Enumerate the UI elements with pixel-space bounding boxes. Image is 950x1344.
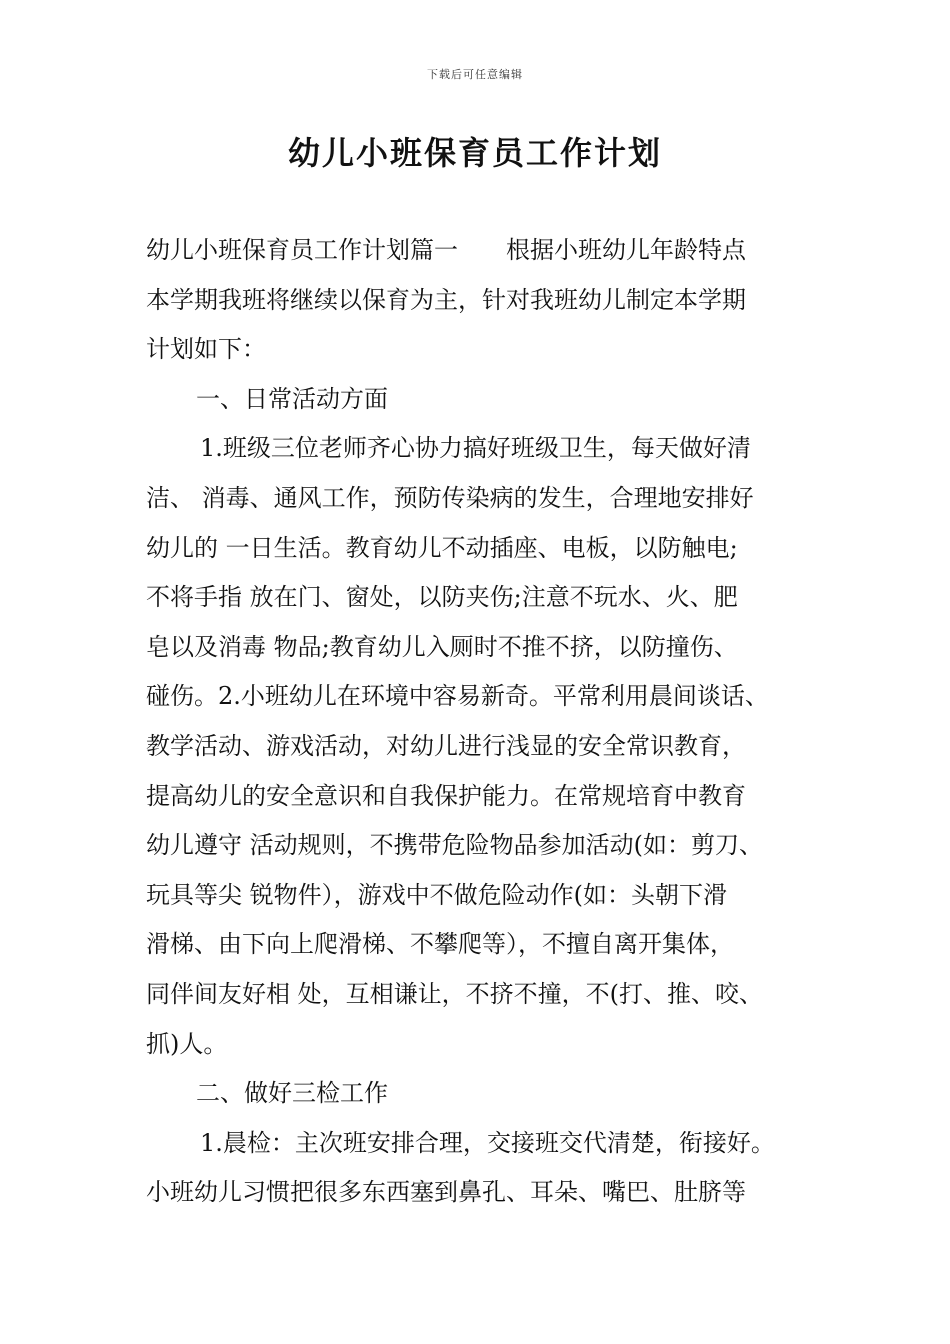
paragraph-line: 幼儿遵守 活动规则，不携带危险物品参加活动(如：剪刀、 [146,831,763,860]
paragraph-line: 小班幼儿习惯把很多东西塞到鼻孔、耳朵、嘴巴、肚脐等 [146,1178,746,1207]
document-body [146,226,836,1218]
paragraph-line: 抓)人。 [146,1029,228,1058]
paragraph-line: 玩具等尖 锐物件），游戏中不做危险动作(如：头朝下滑 [146,880,727,909]
paragraph-line: 计划如下： [146,335,266,364]
section-heading: 一、日常活动方面 [196,384,388,413]
paragraph-line: 提高幼儿的安全意识和自我保护能力。在常规培育中教育 [146,781,746,810]
paragraph-line: 碰伤。2.小班幼儿在环境中容易新奇。平常利用晨间谈话、 [146,682,769,711]
paragraph-line: 皂以及消毒 物品;教育幼儿入厕时不推不挤，以防撞伤、 [146,632,738,661]
paragraph-line: 1.班级三位老师齐心协力搞好班级卫生，每天做好清 [200,434,751,463]
paragraph-line: 1.晨检：主次班安排合理，交接班交代清楚，衔接好。 [200,1128,775,1157]
paragraph-line: 不将手指 放在门、窗处，以防夹伤;注意不玩水、火、肥 [146,583,738,612]
paragraph-line: 幼儿小班保育员工作计划篇一 根据小班幼儿年龄特点 [146,236,746,264]
paragraph-line: 同伴间友好相 处，互相谦让，不挤不撞，不(打、推、咬、 [146,979,763,1008]
header-note: 下载后可任意编辑 [427,68,523,81]
paragraph-line: 洁、 消毒、通风工作，预防传染病的发生，合理地安排好 [146,483,754,512]
paragraph-line: 本学期我班将继续以保育为主，针对我班幼儿制定本学期 [146,285,746,314]
document-title: 幼儿小班保育员工作计划 [287,134,662,172]
section-heading: 二、做好三检工作 [196,1079,388,1108]
paragraph-line: 幼儿的 一日生活。教育幼儿不动插座、电板，以防触电; [146,533,738,562]
paragraph-line: 教学活动、游戏活动，对幼儿进行浅显的安全常识教育， [146,731,746,760]
paragraph-line: 滑梯、由下向上爬滑梯、不攀爬等），不擅自离开集体， [146,930,734,959]
